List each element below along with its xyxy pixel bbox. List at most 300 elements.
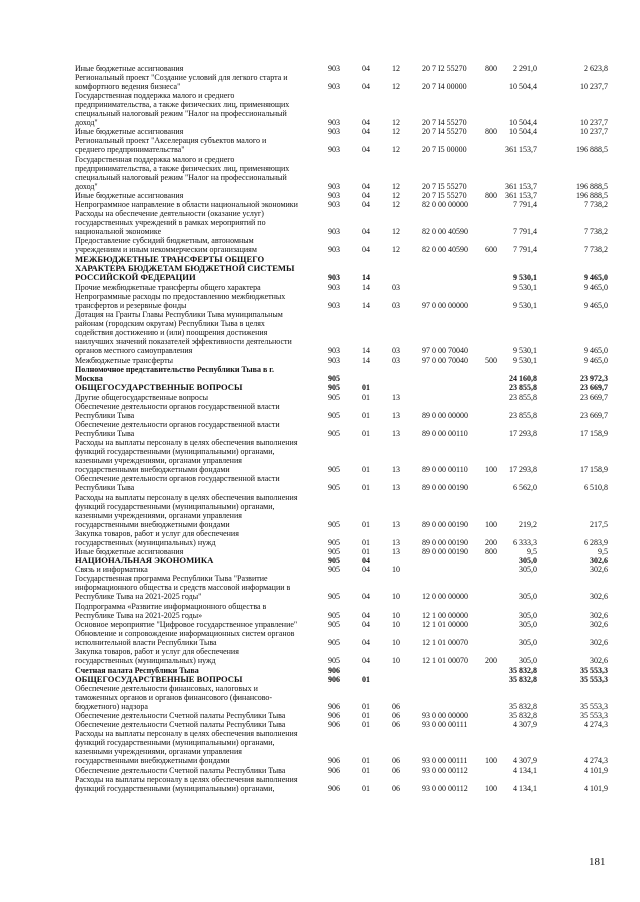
code-pr: 06 (392, 756, 400, 766)
code-cs: 89 0 00 00190 (422, 538, 468, 548)
code-rz: 04 (362, 191, 370, 200)
code-cs: 20 7 I5 55270 (422, 191, 467, 200)
row-name: Обеспечение деятельности Счетной палаты Республики Тыва (75, 766, 286, 775)
code-ved: 905 (328, 565, 340, 574)
code-pr: 06 (392, 702, 400, 712)
sum-year-2: 35 553,3 (580, 711, 608, 720)
code-rz: 01 (362, 784, 370, 794)
row-name: Межбюджетные трансферты (75, 356, 173, 365)
sum-year-1: 4 307,9 (513, 756, 537, 766)
code-cs: 97 0 00 70040 (422, 356, 468, 365)
code-rz: 01 (362, 547, 370, 556)
table-row (0, 684, 640, 711)
sum-year-1: 305,0 (519, 611, 537, 621)
sum-year-2: 23 669,7 (580, 383, 608, 392)
code-ved: 905 (328, 411, 340, 421)
sum-year-2: 302,6 (590, 565, 608, 574)
row-name: Расходы на обеспечение деятельности (оказание услуг) государственных учреждений в рамках мероприятий по национальной экономике (75, 209, 266, 237)
code-rz: 01 (362, 429, 370, 439)
code-ved: 903 (328, 346, 340, 356)
code-rz: 01 (362, 383, 370, 392)
sum-year-1: 305,0 (519, 638, 537, 648)
table-row (0, 675, 640, 684)
code-pr: 12 (392, 182, 400, 192)
code-ved: 906 (328, 784, 340, 794)
sum-year-1: 10 504,4 (509, 118, 537, 128)
sum-year-2: 10 237,7 (580, 82, 608, 92)
row-name: НАЦИОНАЛЬНАЯ ЭКОНОМИКА (75, 555, 214, 565)
row-name: Закупка товаров, работ и услуг для обеспечения государственных (муниципальных) нужд (75, 529, 239, 548)
table-row (0, 720, 640, 729)
code-pr: 13 (392, 547, 400, 556)
table-row (0, 136, 640, 154)
code-cs: 12 1 01 00070 (422, 656, 468, 666)
row-name: Региональный проект "Акселерация субъектов малого и среднего предпринимательства" (75, 136, 267, 155)
row-name: ОБЩЕГОСУДАРСТВЕННЫЕ ВОПРОСЫ (75, 674, 243, 684)
row-name: Связь и информатика (75, 565, 148, 574)
code-ved: 905 (328, 374, 340, 384)
code-ved: 903 (328, 64, 340, 73)
code-cs: 89 0 00 00110 (422, 429, 468, 439)
sum-year-2: 9 465,0 (584, 346, 608, 356)
code-pr: 12 (392, 82, 400, 92)
table-row (0, 64, 640, 73)
table-row (0, 420, 640, 438)
code-cs: 97 0 00 70040 (422, 346, 468, 356)
table-row (0, 629, 640, 647)
table-row (0, 602, 640, 620)
table-row (0, 711, 640, 720)
code-rz: 01 (362, 702, 370, 712)
row-name: Региональный проект "Создание условий для легкого старта и комфортного ведения бизнеса" (75, 73, 288, 92)
code-cs: 12 0 00 00000 (422, 592, 468, 602)
code-pr: 10 (392, 656, 400, 666)
sum-year-1: 10 504,4 (509, 127, 537, 136)
code-rz: 14 (362, 301, 370, 311)
sum-year-2: 302,6 (590, 638, 608, 648)
code-cs: 93 0 00 00111 (422, 756, 468, 766)
sum-year-2: 23 972,3 (580, 374, 608, 384)
row-name: Государственная поддержка малого и среднего предпринимательства, а также физических лиц, применяющих специальный налоговый режим "Налог на профессиональный доход" (75, 91, 290, 128)
code-ved: 903 (328, 127, 340, 136)
code-rz: 04 (362, 245, 370, 255)
table-row (0, 155, 640, 191)
sum-year-2: 7 738,2 (584, 245, 608, 255)
row-name: Иные бюджетные ассигнования (75, 191, 184, 200)
code-vr: 200 (485, 656, 497, 666)
sum-year-2: 23 669,7 (580, 411, 608, 421)
code-vr: 800 (485, 127, 497, 136)
code-ved: 903 (328, 182, 340, 192)
table-row (0, 766, 640, 775)
code-cs: 12 1 00 00000 (422, 611, 468, 621)
table-row (0, 209, 640, 236)
code-vr: 100 (485, 465, 497, 475)
table-row (0, 383, 640, 392)
code-rz: 01 (362, 711, 370, 720)
code-cs: 20 7 I5 55270 (422, 182, 467, 192)
sum-year-1: 305,0 (519, 656, 537, 666)
code-ved: 905 (328, 465, 340, 475)
row-name: Обеспечение деятельности Счетной палаты Республики Тыва (75, 720, 286, 729)
code-rz: 04 (362, 638, 370, 648)
code-pr: 10 (392, 565, 400, 574)
sum-year-2: 4 274,3 (584, 756, 608, 766)
sum-year-1: 305,0 (519, 620, 537, 629)
code-ved: 903 (328, 227, 340, 237)
code-ved: 903 (328, 200, 340, 209)
code-cs: 93 0 00 00112 (422, 784, 468, 794)
sum-year-1: 9 530,1 (513, 283, 537, 292)
row-name: Обновление и сопровождение информационных систем органов исполнительной власти Республики Тыва (75, 629, 295, 648)
sum-year-1: 361 153,7 (505, 145, 537, 155)
row-name: Основное мероприятие "Цифровое государственное управление" (75, 620, 298, 629)
sum-year-2: 7 738,2 (584, 200, 608, 209)
code-rz: 14 (362, 356, 370, 365)
table-row (0, 191, 640, 200)
sum-year-2: 196 888,5 (576, 182, 608, 192)
row-name: Закупка товаров, работ и услуг для обеспечения государственных (муниципальных) нужд (75, 647, 239, 666)
code-ved: 906 (328, 720, 340, 729)
code-ved: 905 (328, 538, 340, 548)
row-name: Обеспечение деятельности финансовых, налоговых и таможенных органов и органов финансового (финансово- бюджетного) надзора (75, 684, 273, 712)
sum-year-2: 302,6 (590, 556, 608, 565)
sum-year-2: 9 465,0 (584, 283, 608, 292)
sum-year-2: 35 553,3 (580, 675, 608, 684)
table-row (0, 310, 640, 356)
code-pr: 13 (392, 429, 400, 439)
table-row (0, 474, 640, 492)
code-rz: 04 (362, 592, 370, 602)
row-name: Полномочное представительство Республики Тыва в г. Москва (75, 365, 275, 384)
code-cs: 20 7 I4 00000 (422, 82, 467, 92)
sum-year-1: 6 562,0 (513, 483, 537, 493)
code-ved: 905 (328, 656, 340, 666)
code-ved: 906 (328, 711, 340, 720)
sum-year-2: 4 274,3 (584, 720, 608, 729)
code-pr: 10 (392, 638, 400, 648)
row-name: Обеспечение деятельности органов государственной власти Республики Тыва (75, 474, 280, 493)
code-pr: 13 (392, 538, 400, 548)
code-pr: 03 (392, 356, 400, 365)
row-name: Дотация на Гранты Главы Республики Тыва муниципальным районам (городским округам) Республики Тыва в целях содействия достижению и (или) поощрения достижения наилучших значений показателей эффективности деятельности органов местного самоуправления (75, 310, 292, 356)
code-ved: 905 (328, 483, 340, 493)
sum-year-1: 9 530,1 (513, 356, 537, 365)
code-rz: 04 (362, 127, 370, 136)
table-row (0, 255, 640, 282)
code-cs: 97 0 00 00000 (422, 301, 468, 311)
table-row (0, 438, 640, 474)
code-ved: 903 (328, 145, 340, 155)
code-rz: 14 (362, 346, 370, 356)
code-ved: 905 (328, 592, 340, 602)
code-pr: 12 (392, 145, 400, 155)
table-row (0, 729, 640, 765)
code-ved: 906 (328, 766, 340, 775)
sum-year-2: 35 553,3 (580, 666, 608, 675)
code-rz: 04 (362, 556, 370, 565)
code-vr: 100 (485, 756, 497, 766)
sum-year-1: 23 855,8 (509, 411, 537, 421)
code-pr: 12 (392, 227, 400, 237)
code-cs: 20 7 I4 55270 (422, 127, 467, 136)
code-rz: 04 (362, 64, 370, 73)
code-cs: 82 0 00 00000 (422, 200, 468, 209)
code-cs: 89 0 00 00000 (422, 411, 468, 421)
code-pr: 06 (392, 711, 400, 720)
table-row (0, 574, 640, 601)
code-pr: 12 (392, 127, 400, 136)
sum-year-2: 196 888,5 (576, 191, 608, 200)
sum-year-1: 305,0 (519, 592, 537, 602)
sum-year-1: 7 791,4 (513, 245, 537, 255)
code-cs: 20 7 I5 00000 (422, 145, 467, 155)
code-rz: 14 (362, 283, 370, 292)
sum-year-1: 4 307,9 (513, 720, 537, 729)
table-row (0, 620, 640, 629)
row-name: Расходы на выплаты персоналу в целях обеспечения выполнения функций государственными (муниципальными) органами, (75, 775, 298, 794)
code-cs: 12 1 01 00000 (422, 620, 468, 629)
table-row (0, 556, 640, 565)
code-rz: 04 (362, 565, 370, 574)
code-ved: 905 (328, 429, 340, 439)
code-vr: 100 (485, 784, 497, 794)
code-cs: 89 0 00 00190 (422, 520, 468, 530)
table-row (0, 402, 640, 420)
code-cs: 12 1 01 00070 (422, 638, 468, 648)
code-ved: 903 (328, 118, 340, 128)
code-pr: 03 (392, 301, 400, 311)
code-rz: 01 (362, 465, 370, 475)
code-pr: 13 (392, 520, 400, 530)
code-cs: 89 0 00 00110 (422, 465, 468, 475)
sum-year-1: 7 791,4 (513, 227, 537, 237)
sum-year-1: 35 832,8 (509, 675, 537, 684)
sum-year-1: 6 333,3 (513, 538, 537, 548)
sum-year-1: 9 530,1 (513, 301, 537, 311)
code-pr: 06 (392, 720, 400, 729)
code-rz: 01 (362, 520, 370, 530)
code-rz: 01 (362, 766, 370, 775)
sum-year-1: 305,0 (519, 556, 537, 565)
sum-year-1: 4 134,1 (513, 784, 537, 794)
sum-year-1: 2 291,0 (513, 64, 537, 73)
sum-year-1: 35 832,8 (509, 666, 537, 675)
table-row (0, 565, 640, 574)
code-cs: 20 7 I4 55270 (422, 118, 467, 128)
sum-year-2: 302,6 (590, 611, 608, 621)
code-ved: 906 (328, 675, 340, 684)
code-rz: 01 (362, 720, 370, 729)
sum-year-1: 305,0 (519, 565, 537, 574)
code-cs: 82 0 00 40590 (422, 227, 468, 237)
code-pr: 13 (392, 411, 400, 421)
sum-year-2: 9 465,0 (584, 301, 608, 311)
code-vr: 100 (485, 520, 497, 530)
code-pr: 13 (392, 483, 400, 493)
sum-year-2: 7 738,2 (584, 227, 608, 237)
table-row (0, 127, 640, 136)
sum-year-2: 9 465,0 (584, 356, 608, 365)
code-pr: 12 (392, 200, 400, 209)
table-row (0, 493, 640, 529)
sum-year-1: 35 832,8 (509, 702, 537, 712)
code-pr: 03 (392, 346, 400, 356)
code-ved: 905 (328, 547, 340, 556)
code-pr: 12 (392, 191, 400, 200)
code-ved: 905 (328, 556, 340, 565)
code-rz: 04 (362, 82, 370, 92)
code-ved: 905 (328, 520, 340, 530)
code-rz: 04 (362, 200, 370, 209)
row-name: Расходы на выплаты персоналу в целях обеспечения выполнения функций государственными (муниципальными) органами, казенными учреждениями, органами управления государственными внебюджетными фондами (75, 438, 298, 475)
table-row (0, 200, 640, 209)
sum-year-2: 4 101,9 (584, 766, 608, 775)
sum-year-1: 17 293,8 (509, 429, 537, 439)
row-name: Непрограммное направление в области национальной экономики (75, 200, 298, 209)
sum-year-1: 24 160,8 (509, 374, 537, 384)
table-row (0, 292, 640, 310)
code-ved: 905 (328, 611, 340, 621)
table-row (0, 393, 640, 402)
table-row (0, 647, 640, 665)
sum-year-2: 9,5 (598, 547, 608, 556)
code-ved: 903 (328, 245, 340, 255)
sum-year-2: 196 888,5 (576, 145, 608, 155)
row-name: Обеспечение деятельности Счетной палаты Республики Тыва (75, 711, 286, 720)
sum-year-2: 23 669,7 (580, 393, 608, 402)
code-rz: 04 (362, 611, 370, 621)
code-ved: 903 (328, 82, 340, 92)
code-ved: 903 (328, 283, 340, 292)
code-pr: 12 (392, 118, 400, 128)
code-vr: 800 (485, 547, 497, 556)
code-cs: 93 0 00 00111 (422, 720, 468, 729)
code-cs: 93 0 00 00112 (422, 766, 468, 775)
code-ved: 906 (328, 756, 340, 766)
row-name: Иные бюджетные ассигнования (75, 64, 184, 73)
code-rz: 01 (362, 393, 370, 402)
sum-year-1: 23 855,8 (509, 393, 537, 402)
row-name: Обеспечение деятельности органов государственной власти Республики Тыва (75, 402, 280, 421)
code-rz: 04 (362, 145, 370, 155)
code-ved: 903 (328, 356, 340, 365)
sum-year-1: 361 153,7 (505, 191, 537, 200)
row-name: Расходы на выплаты персоналу в целях обеспечения выполнения функций государственными (муниципальными) органами, казенными учреждениями, органами управления государственными внебюджетными фондами (75, 493, 298, 530)
table-row (0, 775, 640, 793)
code-vr: 600 (485, 245, 497, 255)
sum-year-2: 9 465,0 (584, 273, 608, 283)
table-row (0, 73, 640, 91)
code-rz: 01 (362, 483, 370, 493)
code-rz: 04 (362, 227, 370, 237)
code-pr: 06 (392, 784, 400, 794)
code-cs: 89 0 00 00190 (422, 483, 468, 493)
sum-year-2: 6 510,8 (584, 483, 608, 493)
code-rz: 01 (362, 756, 370, 766)
table-row (0, 283, 640, 292)
sum-year-1: 361 153,7 (505, 182, 537, 192)
row-name: Непрограммные расходы по предоставлению межбюджетных трансфертов и резервные фонды (75, 292, 286, 311)
code-pr: 13 (392, 393, 400, 402)
code-pr: 06 (392, 766, 400, 775)
table-row (0, 365, 640, 383)
code-rz: 01 (362, 675, 370, 684)
row-name: Расходы на выплаты персоналу в целях обеспечения выполнения функций государственными (муниципальными) органами, казенными учреждениями, органами управления государственными внебюджетными фондами (75, 729, 298, 766)
code-pr: 10 (392, 620, 400, 629)
code-vr: 200 (485, 538, 497, 548)
code-ved: 905 (328, 383, 340, 392)
row-name: Государственная поддержка малого и среднего предпринимательства, а также физических лиц, применяющих специальный налоговый режим "Налог на профессиональный доход" (75, 155, 290, 192)
sum-year-1: 23 855,8 (509, 383, 537, 392)
code-rz: 04 (362, 118, 370, 128)
table-row (0, 236, 640, 254)
row-name: Иные бюджетные ассигнования (75, 547, 184, 556)
row-name: Иные бюджетные ассигнования (75, 127, 184, 136)
code-rz: 01 (362, 411, 370, 421)
sum-year-1: 9,5 (527, 547, 537, 556)
row-name: МЕЖБЮДЖЕТНЫЕ ТРАНСФЕРТЫ ОБЩЕГО ХАРАКТЕРА БЮДЖЕТАМ БЮДЖЕТНОЙ СИСТЕМЫ РОССИЙСКОЙ ФЕДЕРАЦИИ (75, 254, 295, 283)
code-rz: 04 (362, 182, 370, 192)
code-pr: 12 (392, 64, 400, 73)
code-ved: 903 (328, 273, 340, 283)
sum-year-2: 10 237,7 (580, 118, 608, 128)
code-cs: 20 7 I2 55270 (422, 64, 467, 73)
code-cs: 82 0 00 40590 (422, 245, 468, 255)
row-name: Счетная палата Республики Тыва (75, 666, 199, 675)
code-rz: 01 (362, 538, 370, 548)
sum-year-1: 4 134,1 (513, 766, 537, 775)
sum-year-1: 17 293,8 (509, 465, 537, 475)
code-cs: 93 0 00 00000 (422, 711, 468, 720)
code-pr: 13 (392, 465, 400, 475)
sum-year-1: 9 530,1 (513, 273, 537, 283)
code-ved: 905 (328, 638, 340, 648)
row-name: Государственная программа Республики Тыва "Развитие информационного общества и средств массовой информации в Республике Тыва на 2021-2025 годы" (75, 574, 291, 602)
sum-year-2: 302,6 (590, 620, 608, 629)
code-ved: 905 (328, 620, 340, 629)
table-row (0, 356, 640, 365)
table-row (0, 91, 640, 127)
table-row (0, 529, 640, 547)
row-name: Другие общегосударственные вопросы (75, 393, 209, 402)
code-ved: 906 (328, 702, 340, 712)
code-pr: 10 (392, 592, 400, 602)
sum-year-2: 302,6 (590, 592, 608, 602)
row-name: Подпрограмма «Развитие информационного общества в Республике Тыва на 2021-2025 годы» (75, 602, 267, 621)
code-ved: 903 (328, 191, 340, 200)
row-name: ОБЩЕГОСУДАРСТВЕННЫЕ ВОПРОСЫ (75, 382, 243, 392)
sum-year-2: 302,6 (590, 656, 608, 666)
sum-year-2: 217,5 (590, 520, 608, 530)
row-name: Предоставление субсидий бюджетным, автономным учреждениям и иным некоммерческим организациям (75, 236, 257, 255)
sum-year-1: 35 832,8 (509, 711, 537, 720)
row-name: Прочие межбюджетные трансферты общего характера (75, 283, 261, 292)
code-vr: 800 (485, 64, 497, 73)
sum-year-2: 17 158,9 (580, 465, 608, 475)
sum-year-1: 10 504,4 (509, 82, 537, 92)
page-number: 181 (589, 856, 606, 868)
sum-year-2: 35 553,3 (580, 702, 608, 712)
code-ved: 903 (328, 301, 340, 311)
code-rz: 04 (362, 620, 370, 629)
sum-year-1: 7 791,4 (513, 200, 537, 209)
code-ved: 906 (328, 666, 340, 675)
sum-year-2: 4 101,9 (584, 784, 608, 794)
code-pr: 10 (392, 611, 400, 621)
sum-year-2: 17 158,9 (580, 429, 608, 439)
sum-year-2: 6 283,9 (584, 538, 608, 548)
